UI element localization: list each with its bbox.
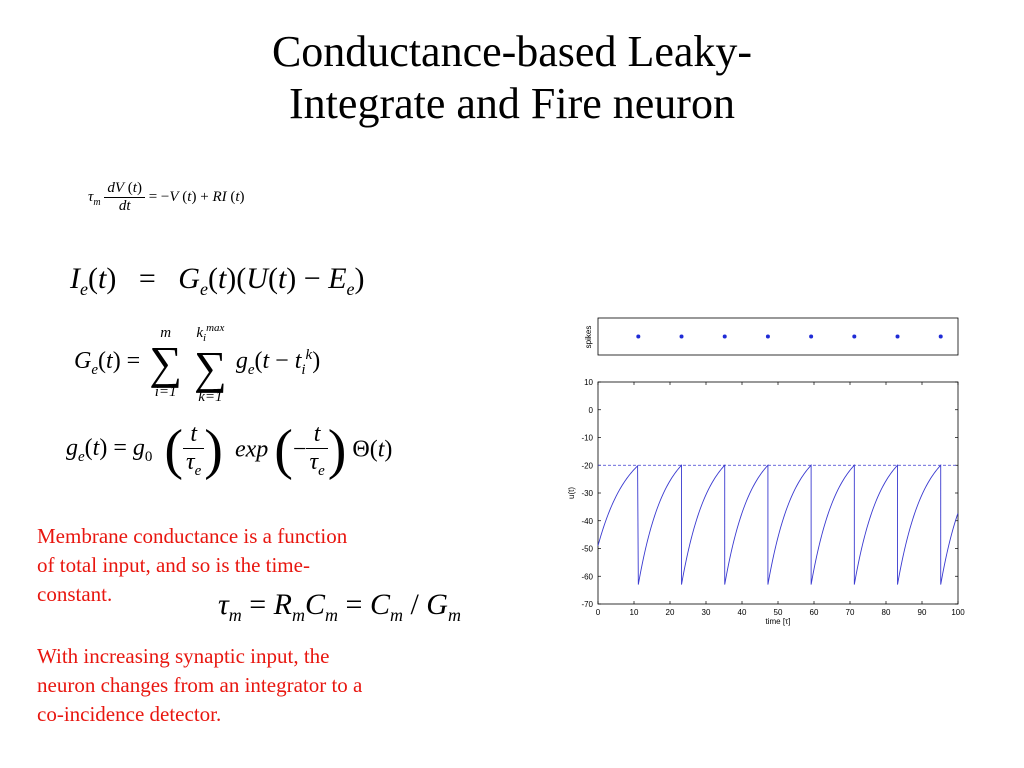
spike-dot: [636, 335, 640, 339]
spike-dot: [896, 335, 900, 339]
x-tick-label: 10: [629, 608, 639, 617]
y-tick-label: -10: [581, 433, 593, 443]
voltage-trace-panel: [567, 378, 965, 626]
spike-dot: [809, 335, 813, 339]
time-constant-equation: $\tau_m = R_mC_m = C_m / G_m$: [218, 588, 461, 625]
x-tick-label: 0: [595, 608, 601, 617]
y-tick-label: -20: [581, 461, 593, 471]
x-tick-label: 100: [951, 608, 965, 617]
x-tick-label: 70: [845, 608, 855, 617]
conductance-sum-equation: $G_e(t)$ = m ∑ i=1 $k_i^{max}$ ∑ k=1 $g_e(t - t_i^k)$: [74, 322, 321, 405]
spike-axis-label: spikes: [584, 325, 593, 349]
paragraph-line: of total input, and so is the time-: [37, 553, 310, 577]
paragraph-integrator: [37, 642, 362, 729]
slide-title: [0, 26, 1024, 130]
spike-panel-frame: [598, 318, 958, 355]
x-tick-label: 20: [665, 608, 675, 617]
membrane-equation: $\tau_m$ $\frac{dV (t)}{dt}$ = −V (t) + RI (t): [88, 180, 245, 214]
spike-dot: [766, 335, 770, 339]
voltage-axis-label: u(t): [567, 487, 576, 499]
spike-dot: [680, 335, 684, 339]
y-tick-label: -30: [581, 489, 593, 498]
y-tick-label: 0: [588, 405, 593, 415]
current-equation: $I_e(t) = G_e(t)(U(t) - E_e)$: [70, 262, 365, 299]
paragraph-line: Membrane conductance is a function: [37, 524, 348, 548]
paragraph-conductance: [37, 522, 347, 609]
x-tick-label: 60: [809, 608, 819, 617]
x-tick-label: 40: [737, 608, 747, 617]
paragraph-line: co-incidence detector.: [37, 702, 222, 726]
spike-dot: [723, 335, 727, 339]
title-line-1: Conductance-based Leaky-: [271, 27, 753, 76]
y-tick-label: -50: [581, 544, 593, 554]
time-axis-label: time [τ]: [765, 617, 791, 626]
spike-raster-panel: [584, 318, 958, 355]
voltage-panel-frame: [598, 382, 958, 604]
y-tick-label: -40: [581, 516, 593, 526]
paragraph-line: With increasing synaptic input, the: [37, 644, 330, 668]
x-tick-label: 50: [773, 608, 783, 617]
y-tick-label: -60: [581, 572, 593, 582]
x-tick-label: 80: [881, 608, 891, 617]
x-tick-label: 30: [701, 608, 711, 617]
synaptic-kernel-equation: $g_e(t) = g_0$ ( $\frac{t}{\tau_e}$ ) exp (− $\frac{t}{\tau_e}$ ) Θ(t): [66, 419, 393, 481]
spike-dot: [939, 335, 943, 339]
lif-simulation-figure: [560, 312, 970, 632]
y-tick-label: -70: [581, 600, 593, 609]
paragraph-line: constant.: [37, 582, 113, 606]
paragraph-line: neuron changes from an integrator to a: [37, 673, 363, 697]
spike-dot: [852, 335, 856, 339]
title-line-2: Integrate and Fire neuron: [289, 79, 735, 128]
x-tick-label: 90: [917, 608, 927, 617]
y-tick-label: 10: [584, 378, 593, 387]
